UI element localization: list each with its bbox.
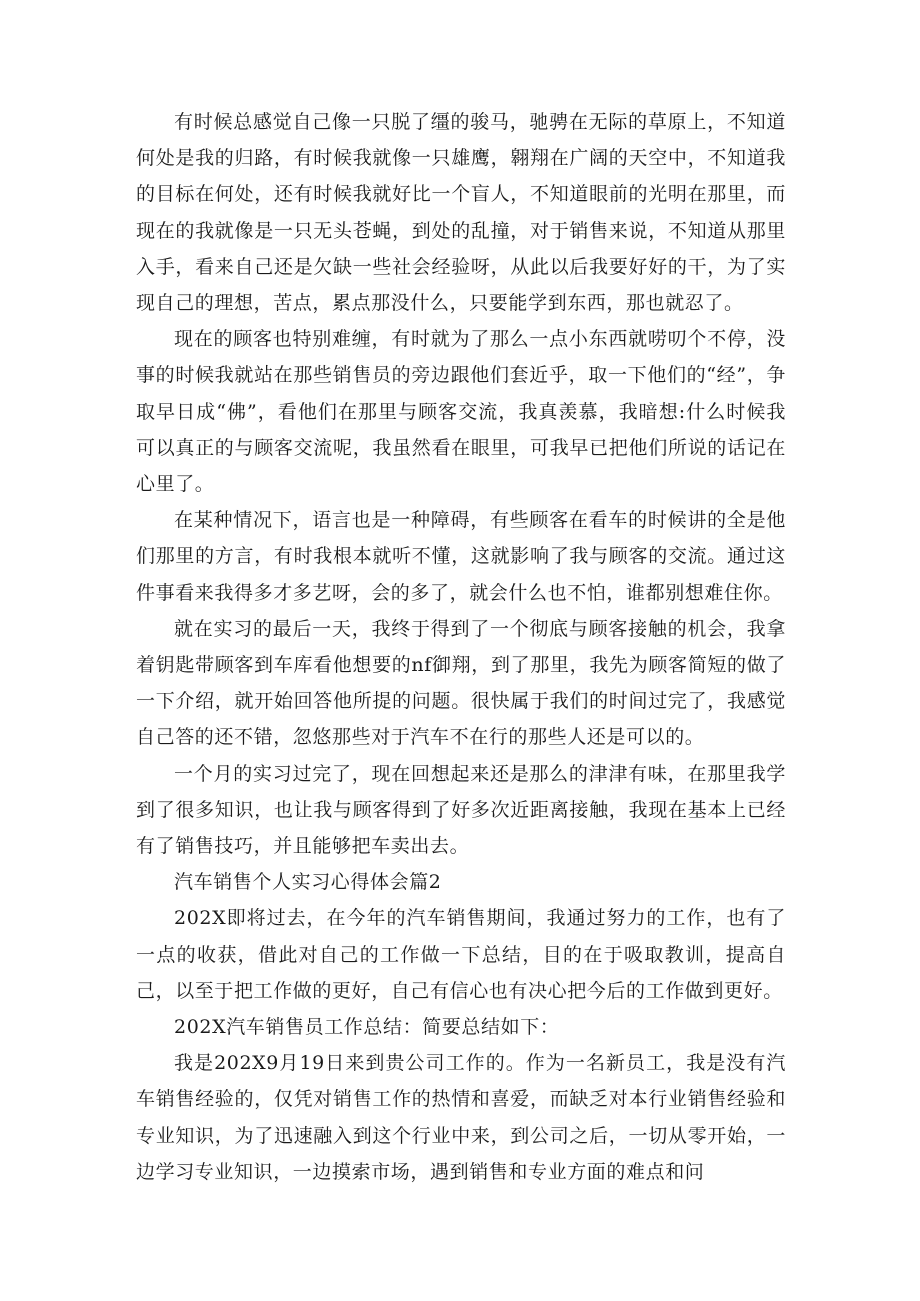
section-heading: 汽车销售个人实习心得体会篇2: [174, 871, 442, 894]
paragraph-5: 一个月的实习过完了，现在回想起来还是那么的津津有味，在那里我学到了很多知识，也让我与顾客得到了好多次近距离接触，我现在基本上已经有了销售技巧，并且能够把车卖出去。: [136, 762, 786, 858]
paragraph-3: 在某种情况下，语言也是一种障碍，有些顾客在看车的时候讲的全是他们那里的方言，有时我根本就听不懂，这就影响了我与顾客的交流。通过这件事看来我得多才多艺呀，会的多了，就会什么也不怕，谁都别想难住你。: [136, 509, 786, 604]
paragraph-4: 就在实习的最后一天，我终于得到了一个彻底与顾客接触的机会，我拿着钥匙带顾客到车库看他想要的nf御翔，到了那里，我先为顾客简短的做了一下介绍，就开始回答他所提的问题。很快属于我们的时间过完了，我感觉自己答的还不错，忽悠那些对于汽车不在行的那些人还是可以的。: [136, 617, 786, 749]
document-page: [136, 104, 786, 1190]
paragraph-7: 202X汽车销售员工作总结：简要总结如下：: [174, 1016, 560, 1039]
paragraph-2: 现在的顾客也特别难缠，有时就为了那么一点小东西就唠叨个不停，没事的时候我就站在那些销售员的旁边跟他们套近乎，取一下他们的“经”，争取早日成“佛”，看他们在那里与顾客交流，我真羡慕，我暗想:什么时候我可以真正的与顾客交流呢，我虽然看在眼里，可我早已把他们所说的话记在心里了。: [136, 328, 786, 496]
paragraph-8: 我是202X9月19日来到贵公司工作的。作为一名新员工，我是没有汽车销售经验的，仅凭对销售工作的热情和喜爱，而缺乏对本行业销售经验和专业知识，为了迅速融入到这个行业中来，到公司之后，一切从零开始，一边学习专业知识，一边摸索市场，遇到销售和专业方面的难点和问: [136, 1052, 786, 1183]
paragraph-1: 有时候总感觉自己像一只脱了缰的骏马，驰骋在无际的草原上，不知道何处是我的归路，有时候我就像一只雄鹰，翱翔在广阔的天空中，不知道我的目标在何处，还有时候我就好比一个盲人，不知道眼前的光明在那里，而现在的我就像是一只无头苍蝇，到处的乱撞，对于销售来说，不知道从那里入手，看来自己还是欠缺一些社会经验呀，从此以后我要好好的干，为了实现自己的理想，苦点，累点那没什么，只要能学到东西，那也就忍了。: [136, 111, 786, 315]
paragraph-6: 202X即将过去，在今年的汽车销售期间，我通过努力的工作，也有了一点的收获，借此对自己的工作做一下总结，目的在于吸取教训，提高自己，以至于把工作做的更好，自己有信心也有决心把今后的工作做到更好。: [136, 907, 786, 1002]
